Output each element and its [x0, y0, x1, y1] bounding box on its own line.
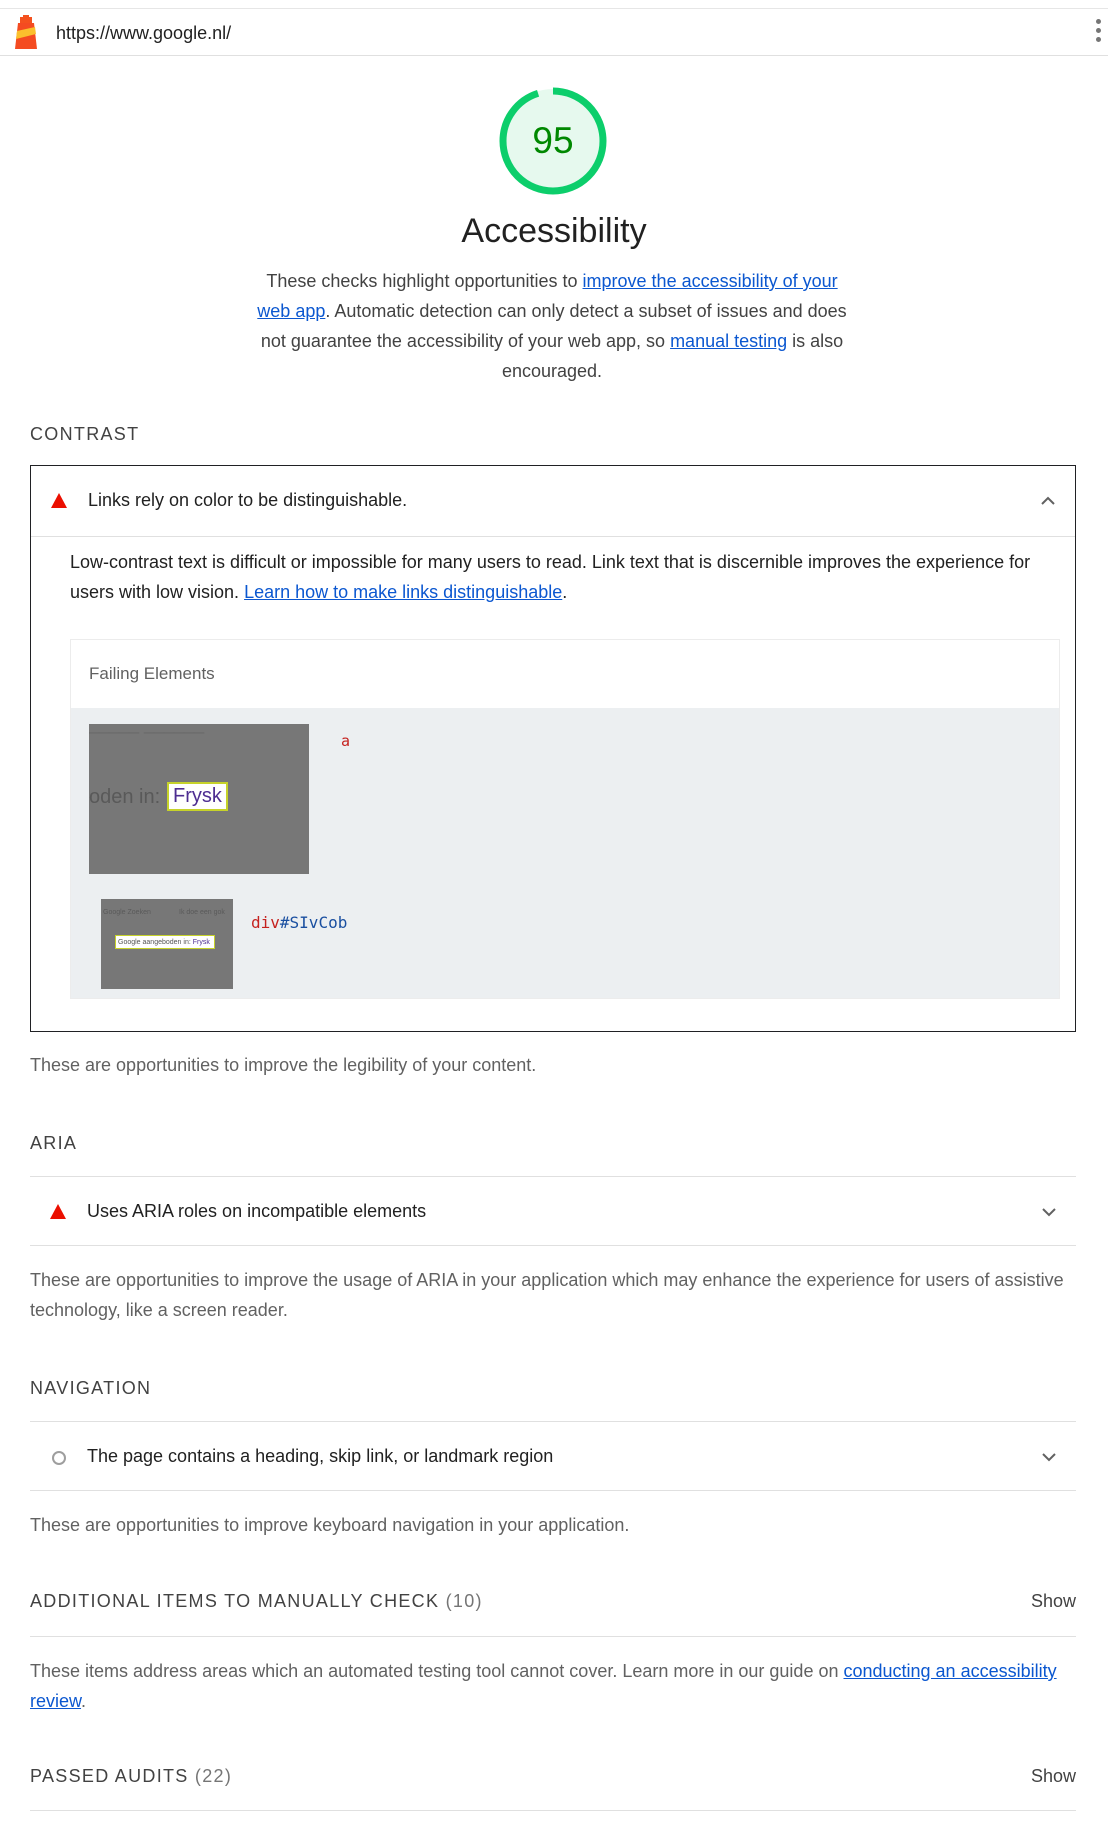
manual-end: .: [81, 1691, 87, 1711]
category-title: Accessibility: [461, 212, 647, 250]
category-description: [250, 266, 854, 386]
thumb-text: _____ ______: [89, 724, 205, 734]
intro-text: These checks highlight opportunities to: [266, 271, 583, 291]
fail-icon: [50, 1204, 66, 1219]
highlighted-link: Frysk: [167, 782, 228, 811]
group-description: These are opportunities to improve keyboard navigation in your application.: [30, 1515, 630, 1535]
audit-link-color: [30, 465, 1076, 1032]
passed-heading-label: PASSED AUDITS: [30, 1766, 189, 1786]
not-applicable-icon: [52, 1451, 66, 1465]
divider: [31, 536, 1075, 537]
score-value: 95: [532, 120, 574, 161]
group-description: [30, 1656, 1080, 1716]
thumb-text: Google Zoeken: [103, 909, 151, 916]
audit-description: [70, 547, 1060, 607]
passed-count: (22): [194, 1766, 233, 1786]
audit-landmark-region[interactable]: [30, 1421, 1076, 1491]
thumb-text: Google aangeboden in:: [118, 939, 191, 946]
show-passed-button[interactable]: Show: [1030, 1766, 1076, 1786]
node-id: #SIvCob: [279, 913, 348, 932]
intro-text: . Automatic detection can only detect a subset of issues and does not guarantee the accessibility of your web app, so: [260, 301, 847, 351]
section-heading-navigation: NAVIGATION: [30, 1378, 152, 1398]
accessibility-guide-link[interactable]: improve the accessibility of your web app: [257, 271, 838, 321]
highlighted-element: [115, 935, 215, 949]
section-heading-contrast: CONTRAST: [30, 424, 140, 444]
chevron-down-icon[interactable]: [1040, 1448, 1058, 1466]
manual-text: These items address areas which an automated testing tool cannot cover. Learn more in our guide on: [30, 1661, 844, 1681]
section-heading-passed: [30, 1766, 232, 1787]
section-heading-manual: [30, 1591, 483, 1612]
fail-icon: [51, 493, 67, 508]
thumb-text: Ik doe een gok: [179, 909, 225, 916]
chevron-down-icon[interactable]: [1040, 1203, 1058, 1221]
manual-heading-label: ADDITIONAL ITEMS TO MANUALLY CHECK: [30, 1591, 440, 1611]
page-url[interactable]: https://www.google.nl/: [56, 23, 232, 43]
show-manual-button[interactable]: Show: [1030, 1591, 1076, 1611]
more-options-icon[interactable]: [1092, 19, 1104, 47]
audit-aria-roles[interactable]: [30, 1176, 1076, 1246]
divider: [30, 1636, 1076, 1637]
failing-elements-table: [70, 639, 1060, 999]
thumb-link: Frysk: [192, 939, 210, 946]
thumb-text: oden in:: [89, 786, 161, 808]
node-selector[interactable]: a: [341, 732, 351, 750]
accessibility-review-link[interactable]: conducting an accessibility review: [30, 1661, 1057, 1711]
node-tag: div: [251, 913, 280, 932]
chevron-up-icon[interactable]: [1039, 492, 1057, 510]
table-header: [71, 640, 1059, 708]
report-topbar: [0, 8, 1108, 56]
audit-title: Links rely on color to be distinguishable.: [88, 490, 408, 510]
group-description: These are opportunities to improve the usage of ARIA in your application which may enhance the experience for users of assistive technology, like a screen reader.: [30, 1270, 1064, 1320]
audit-header[interactable]: [31, 466, 1075, 536]
failing-elements-label: Failing Elements: [89, 664, 215, 683]
learn-more-link[interactable]: Learn how to make links distinguishable: [244, 582, 563, 602]
element-screenshot[interactable]: [101, 899, 233, 989]
group-description: These are opportunities to improve the legibility of your content.: [30, 1055, 537, 1075]
audit-title: Uses ARIA roles on incompatible elements: [87, 1201, 427, 1221]
intro-text: is also encouraged.: [501, 331, 844, 381]
divider: [30, 1810, 1076, 1811]
lighthouse-icon: [12, 15, 40, 49]
audit-desc-text: Low-contrast text is difficult or impossible for many users to read. Link text that is discernible improves the experience for users with low vision.: [70, 552, 1031, 602]
node-selector[interactable]: [251, 913, 347, 932]
manual-testing-link[interactable]: manual testing: [670, 331, 788, 351]
manual-count: (10): [445, 1591, 483, 1611]
audit-desc-end: .: [562, 582, 568, 602]
section-heading-aria: ARIA: [30, 1133, 78, 1153]
table-body: [71, 708, 1059, 998]
element-screenshot[interactable]: [89, 724, 309, 874]
audit-title: The page contains a heading, skip link, or landmark region: [87, 1446, 554, 1466]
